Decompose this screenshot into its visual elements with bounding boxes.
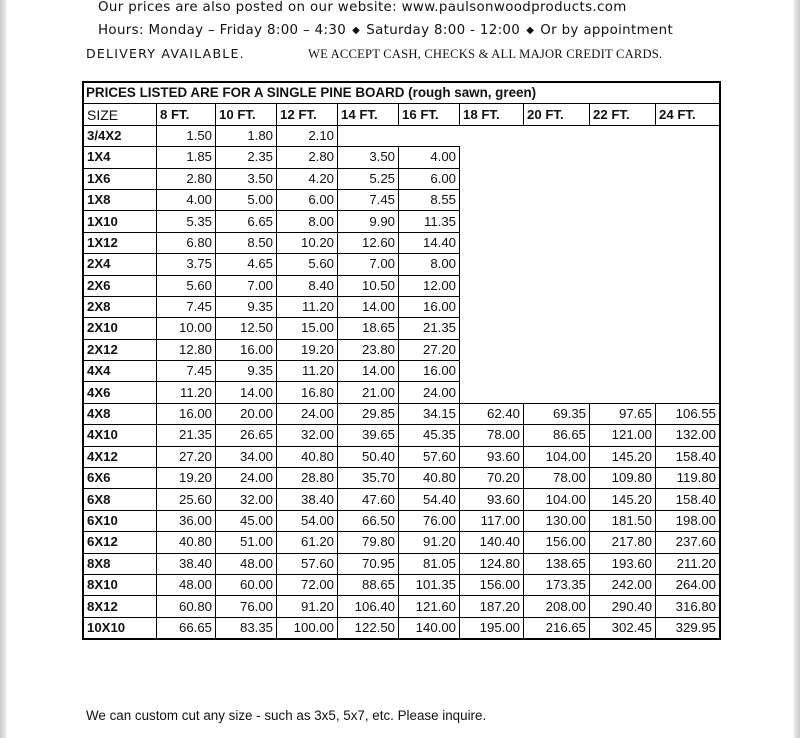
price-cell: 57.60	[277, 553, 338, 574]
table-row	[83, 468, 720, 489]
price-cell: 5.60	[277, 254, 338, 275]
price-cell: 32.00	[216, 489, 277, 510]
price-cell: 1.80	[216, 125, 277, 146]
length-column-header: 10 FT.	[216, 104, 277, 125]
hours-line	[98, 20, 673, 42]
price-cell: 316.80	[656, 596, 721, 617]
price-cell: 5.00	[216, 189, 277, 210]
board-size-cell: 1X10	[83, 211, 157, 232]
price-cell: 145.20	[590, 446, 656, 467]
price-cell: 78.00	[524, 468, 590, 489]
price-cell: 1.50	[157, 125, 216, 146]
price-cell: 104.00	[524, 489, 590, 510]
price-cell: 16.00	[399, 296, 460, 317]
empty-price-area	[460, 382, 721, 403]
table-header-row	[83, 104, 720, 125]
price-cell: 140.00	[399, 617, 460, 639]
price-cell: 7.45	[338, 189, 399, 210]
price-cell: 119.80	[656, 468, 721, 489]
board-size-cell: 4X4	[83, 361, 157, 382]
board-size-cell: 2X10	[83, 318, 157, 339]
empty-price-area	[460, 232, 721, 253]
price-cell: 7.00	[216, 275, 277, 296]
price-cell: 104.00	[524, 446, 590, 467]
price-cell: 8.55	[399, 189, 460, 210]
price-cell: 47.60	[338, 489, 399, 510]
price-cell: 3.50	[338, 147, 399, 168]
table-row	[83, 361, 720, 382]
price-cell: 40.80	[157, 532, 216, 553]
price-cell: 106.55	[656, 403, 721, 424]
price-cell: 187.20	[460, 596, 524, 617]
empty-price-area	[460, 211, 721, 232]
length-column-header: 16 FT.	[399, 104, 460, 125]
board-size-cell: 4X8	[83, 403, 157, 424]
length-column-header: 24 FT.	[656, 104, 721, 125]
price-cell: 4.65	[216, 254, 277, 275]
price-table-body	[83, 125, 720, 639]
price-cell: 83.35	[216, 617, 277, 639]
price-cell: 130.00	[524, 510, 590, 531]
price-cell: 60.00	[216, 574, 277, 595]
price-cell: 8.00	[277, 211, 338, 232]
price-cell: 76.00	[399, 510, 460, 531]
empty-price-area	[460, 361, 721, 382]
table-row	[83, 147, 720, 168]
price-cell: 8.00	[399, 254, 460, 275]
price-cell: 211.20	[656, 553, 721, 574]
price-cell: 138.65	[524, 553, 590, 574]
empty-price-area	[460, 318, 721, 339]
table-row	[83, 532, 720, 553]
table-row	[83, 446, 720, 467]
price-cell: 45.35	[399, 425, 460, 446]
table-row	[83, 211, 720, 232]
board-size-cell: 6X10	[83, 510, 157, 531]
price-cell: 158.40	[656, 446, 721, 467]
price-cell: 28.80	[277, 468, 338, 489]
empty-price-area	[460, 168, 721, 189]
price-cell: 25.60	[157, 489, 216, 510]
price-cell: 8.40	[277, 275, 338, 296]
price-cell: 12.00	[399, 275, 460, 296]
price-cell: 3.75	[157, 254, 216, 275]
size-column-header: SIZE	[83, 104, 157, 125]
table-row	[83, 275, 720, 296]
price-cell: 19.20	[277, 339, 338, 360]
length-column-header: 20 FT.	[524, 104, 590, 125]
table-row	[83, 403, 720, 424]
price-cell: 7.45	[157, 361, 216, 382]
price-cell: 121.00	[590, 425, 656, 446]
price-cell: 48.00	[157, 574, 216, 595]
price-table	[82, 81, 721, 640]
board-size-cell: 8X10	[83, 574, 157, 595]
price-cell: 23.80	[338, 339, 399, 360]
board-size-cell: 1X6	[83, 168, 157, 189]
price-cell: 4.20	[277, 168, 338, 189]
price-cell: 2.80	[277, 147, 338, 168]
page-edge-left	[0, 0, 6, 738]
price-cell: 208.00	[524, 596, 590, 617]
empty-price-area	[460, 296, 721, 317]
price-cell: 72.00	[277, 574, 338, 595]
payment-note: WE ACCEPT CASH, CHECKS & ALL MAJOR CREDIT CARDS.	[308, 47, 663, 61]
delivery-note: DELIVERY AVAILABLE.	[86, 46, 245, 61]
price-cell: 62.40	[460, 403, 524, 424]
price-cell: 3.50	[216, 168, 277, 189]
price-cell: 4.00	[157, 189, 216, 210]
table-row	[83, 125, 720, 146]
price-cell: 40.80	[399, 468, 460, 489]
price-cell: 76.00	[216, 596, 277, 617]
page-edge-right	[794, 0, 800, 738]
price-cell: 158.40	[656, 489, 721, 510]
empty-price-area	[460, 339, 721, 360]
price-cell: 2.10	[277, 125, 338, 146]
price-cell: 69.35	[524, 403, 590, 424]
price-cell: 14.40	[399, 232, 460, 253]
price-cell: 140.40	[460, 532, 524, 553]
price-cell: 81.05	[399, 553, 460, 574]
table-row	[83, 339, 720, 360]
website-line: Our prices are also posted on our website: www.paulsonwoodproducts.com	[98, 0, 627, 15]
price-cell: 156.00	[460, 574, 524, 595]
price-cell: 20.00	[216, 403, 277, 424]
price-cell: 54.40	[399, 489, 460, 510]
price-cell: 16.80	[277, 382, 338, 403]
price-cell: 1.85	[157, 147, 216, 168]
empty-price-area	[460, 147, 721, 168]
empty-price-area	[460, 254, 721, 275]
board-size-cell: 1X4	[83, 147, 157, 168]
price-cell: 97.65	[590, 403, 656, 424]
weekday-hours: Hours: Monday – Friday 8:00 – 4:30	[98, 23, 347, 38]
price-cell: 54.00	[277, 510, 338, 531]
table-row	[83, 425, 720, 446]
board-size-cell: 3/4X2	[83, 125, 157, 146]
length-column-header: 12 FT.	[277, 104, 338, 125]
price-cell: 61.20	[277, 532, 338, 553]
bullet-icon: ◆	[526, 25, 535, 36]
price-cell: 264.00	[656, 574, 721, 595]
delivery-payment-line	[86, 43, 686, 66]
price-cell: 101.35	[399, 574, 460, 595]
price-cell: 12.60	[338, 232, 399, 253]
price-cell: 9.35	[216, 361, 277, 382]
empty-price-area	[338, 125, 721, 146]
price-cell: 121.60	[399, 596, 460, 617]
price-cell: 6.65	[216, 211, 277, 232]
board-size-cell: 6X12	[83, 532, 157, 553]
price-cell: 216.65	[524, 617, 590, 639]
price-cell: 2.80	[157, 168, 216, 189]
price-cell: 36.00	[157, 510, 216, 531]
price-cell: 16.00	[399, 361, 460, 382]
empty-price-area	[460, 189, 721, 210]
price-cell: 302.45	[590, 617, 656, 639]
table-row	[83, 382, 720, 403]
length-column-header: 14 FT.	[338, 104, 399, 125]
price-cell: 122.50	[338, 617, 399, 639]
table-row	[83, 232, 720, 253]
price-cell: 93.60	[460, 446, 524, 467]
price-cell: 26.65	[216, 425, 277, 446]
table-row	[83, 489, 720, 510]
price-cell: 27.20	[157, 446, 216, 467]
price-cell: 14.00	[216, 382, 277, 403]
appointment-note: Or by appointment	[540, 23, 674, 38]
board-size-cell: 2X12	[83, 339, 157, 360]
table-row	[83, 510, 720, 531]
price-cell: 21.00	[338, 382, 399, 403]
board-size-cell: 6X8	[83, 489, 157, 510]
saturday-hours: Saturday 8:00 - 12:00	[366, 23, 521, 38]
price-cell: 5.35	[157, 211, 216, 232]
price-cell: 9.35	[216, 296, 277, 317]
price-cell: 18.65	[338, 318, 399, 339]
price-cell: 19.20	[157, 468, 216, 489]
bullet-icon: ◆	[352, 25, 361, 36]
length-column-header: 22 FT.	[590, 104, 656, 125]
price-cell: 132.00	[656, 425, 721, 446]
price-cell: 86.65	[524, 425, 590, 446]
price-cell: 4.00	[399, 147, 460, 168]
price-cell: 11.20	[157, 382, 216, 403]
price-cell: 198.00	[656, 510, 721, 531]
price-cell: 57.60	[399, 446, 460, 467]
table-row	[83, 553, 720, 574]
price-cell: 34.15	[399, 403, 460, 424]
price-cell: 12.80	[157, 339, 216, 360]
price-cell: 21.35	[399, 318, 460, 339]
price-cell: 27.20	[399, 339, 460, 360]
table-caption-row	[83, 82, 720, 104]
table-row	[83, 318, 720, 339]
board-size-cell: 2X4	[83, 254, 157, 275]
price-cell: 124.80	[460, 553, 524, 574]
board-size-cell: 8X12	[83, 596, 157, 617]
price-cell: 66.50	[338, 510, 399, 531]
price-cell: 29.85	[338, 403, 399, 424]
price-cell: 93.60	[460, 489, 524, 510]
table-caption: PRICES LISTED ARE FOR A SINGLE PINE BOARD (rough sawn, green)	[83, 82, 720, 104]
price-cell: 5.60	[157, 275, 216, 296]
price-cell: 7.45	[157, 296, 216, 317]
price-cell: 88.65	[338, 574, 399, 595]
price-cell: 34.00	[216, 446, 277, 467]
price-cell: 45.00	[216, 510, 277, 531]
table-row	[83, 574, 720, 595]
price-cell: 24.00	[216, 468, 277, 489]
table-row	[83, 617, 720, 639]
price-cell: 15.00	[277, 318, 338, 339]
board-size-cell: 4X6	[83, 382, 157, 403]
price-cell: 290.40	[590, 596, 656, 617]
board-size-cell: 4X10	[83, 425, 157, 446]
price-cell: 7.00	[338, 254, 399, 275]
price-cell: 91.20	[399, 532, 460, 553]
price-cell: 217.80	[590, 532, 656, 553]
price-cell: 195.00	[460, 617, 524, 639]
board-size-cell: 1X12	[83, 232, 157, 253]
price-cell: 6.00	[277, 189, 338, 210]
price-cell: 9.90	[338, 211, 399, 232]
price-cell: 12.50	[216, 318, 277, 339]
price-cell: 11.20	[277, 361, 338, 382]
table-row	[83, 189, 720, 210]
price-cell: 78.00	[460, 425, 524, 446]
price-cell: 39.65	[338, 425, 399, 446]
board-size-cell: 8X8	[83, 553, 157, 574]
price-cell: 50.40	[338, 446, 399, 467]
price-cell: 21.35	[157, 425, 216, 446]
price-cell: 6.00	[399, 168, 460, 189]
price-cell: 32.00	[277, 425, 338, 446]
price-cell: 66.65	[157, 617, 216, 639]
price-cell: 237.60	[656, 532, 721, 553]
price-cell: 109.80	[590, 468, 656, 489]
table-row	[83, 296, 720, 317]
price-cell: 38.40	[277, 489, 338, 510]
price-cell: 10.00	[157, 318, 216, 339]
price-cell: 38.40	[157, 553, 216, 574]
board-size-cell: 10X10	[83, 617, 157, 639]
price-cell: 242.00	[590, 574, 656, 595]
price-cell: 10.50	[338, 275, 399, 296]
board-size-cell: 2X6	[83, 275, 157, 296]
board-size-cell: 1X8	[83, 189, 157, 210]
price-cell: 193.60	[590, 553, 656, 574]
price-cell: 51.00	[216, 532, 277, 553]
table-row	[83, 596, 720, 617]
empty-price-area	[460, 275, 721, 296]
price-cell: 79.80	[338, 532, 399, 553]
price-cell: 173.35	[524, 574, 590, 595]
price-cell: 11.20	[277, 296, 338, 317]
price-cell: 70.20	[460, 468, 524, 489]
length-column-header: 18 FT.	[460, 104, 524, 125]
table-row	[83, 254, 720, 275]
length-column-header: 8 FT.	[157, 104, 216, 125]
price-cell: 24.00	[277, 403, 338, 424]
price-cell: 117.00	[460, 510, 524, 531]
board-size-cell: 2X8	[83, 296, 157, 317]
board-size-cell: 4X12	[83, 446, 157, 467]
price-cell: 156.00	[524, 532, 590, 553]
price-cell: 106.40	[338, 596, 399, 617]
price-cell: 40.80	[277, 446, 338, 467]
price-cell: 60.80	[157, 596, 216, 617]
price-cell: 16.00	[157, 403, 216, 424]
price-cell: 10.20	[277, 232, 338, 253]
price-cell: 14.00	[338, 296, 399, 317]
price-cell: 91.20	[277, 596, 338, 617]
price-cell: 100.00	[277, 617, 338, 639]
price-cell: 8.50	[216, 232, 277, 253]
price-cell: 48.00	[216, 553, 277, 574]
custom-cut-note: We can custom cut any size - such as 3x5, 5x7, etc. Please inquire.	[86, 708, 487, 723]
price-cell: 35.70	[338, 468, 399, 489]
price-cell: 329.95	[656, 617, 721, 639]
table-row	[83, 168, 720, 189]
price-cell: 70.95	[338, 553, 399, 574]
price-cell: 181.50	[590, 510, 656, 531]
price-cell: 24.00	[399, 382, 460, 403]
price-cell: 6.80	[157, 232, 216, 253]
price-cell: 5.25	[338, 168, 399, 189]
board-size-cell: 6X6	[83, 468, 157, 489]
price-cell: 2.35	[216, 147, 277, 168]
price-cell: 145.20	[590, 489, 656, 510]
price-cell: 16.00	[216, 339, 277, 360]
price-cell: 11.35	[399, 211, 460, 232]
price-cell: 14.00	[338, 361, 399, 382]
